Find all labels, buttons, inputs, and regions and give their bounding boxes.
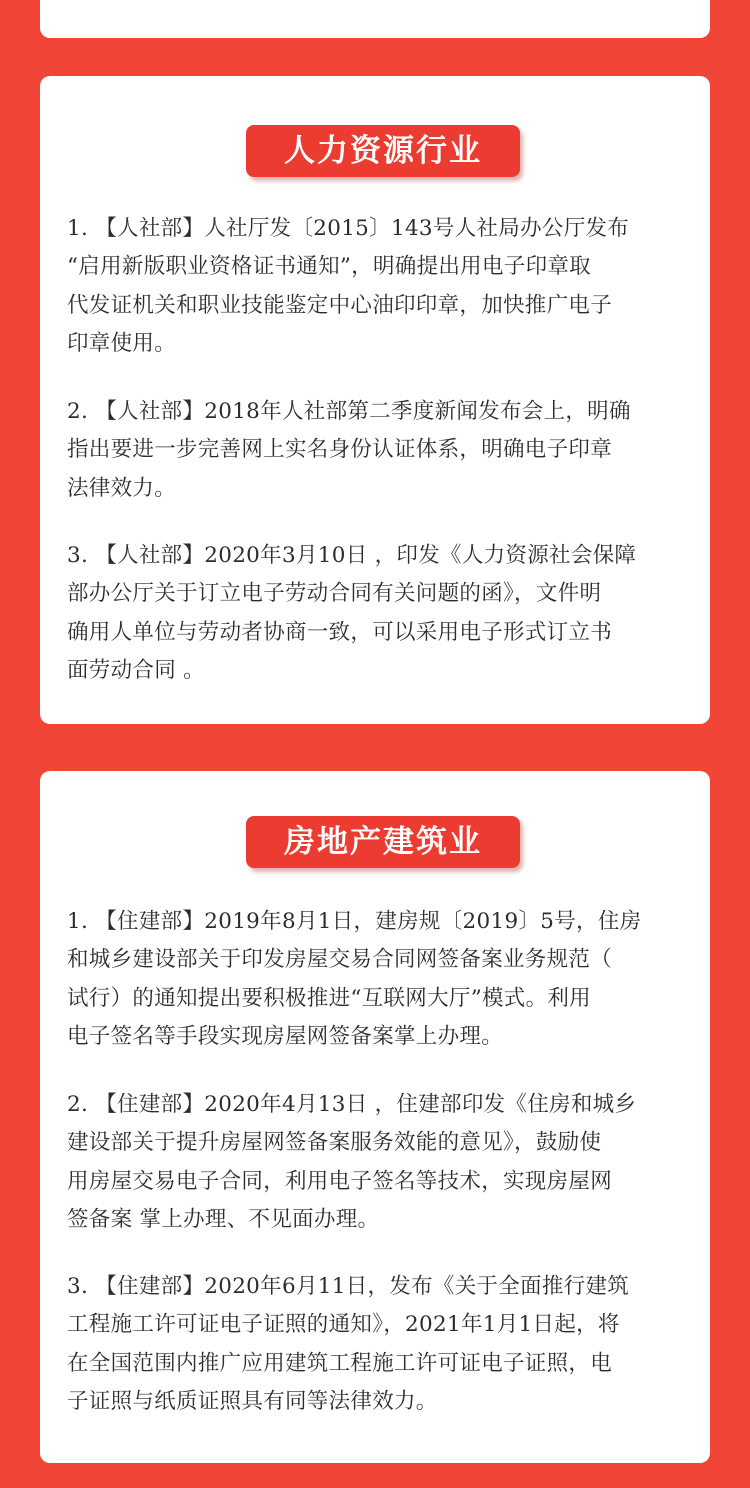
section-title-real-estate: 房地产建筑业 [246, 816, 520, 868]
section-card-hr [40, 76, 710, 724]
policy-paragraph: 2. 【人社部】2018年人社部第二季度新闻发布会上，明确 指出要进一步完善网上实名身份认证体系，明确电子印章 法律效力。 [67, 399, 631, 501]
policy-paragraph: 1. 【住建部】2019年8月1日，建房规〔2019〕5号，住房 和城乡建设部关于印发房屋交易合同网签备案业务规范（ 试行）的通知提出要积极推进“互联网大厅”模式。利用 电子签名等手段实现房屋网签备案掌上办理。 [67, 909, 642, 1049]
section-title-hr: 人力资源行业 [246, 125, 520, 177]
policy-paragraph: 3. 【住建部】2020年6月11日，发布《关于全面推行建筑 工程施工许可证电子证照的通知》，2021年1月1日起，将 在全国范围内推广应用建筑工程施工许可证电子证照，电 子证照与纸质证照具有同等法律效力。 [67, 1274, 630, 1414]
previous-section-card [40, 0, 710, 38]
policy-paragraph: 3. 【人社部】2020年3月10日 ，印发《人力资源社会保障 部办公厅关于订立电子劳动合同有关问题的函》，文件明 确用人单位与劳动者协商一致，可以采用电子形式订立书 面劳动合同 。 [67, 543, 637, 683]
section-card-real-estate [40, 771, 710, 1463]
policy-paragraph: 2. 【住建部】2020年4月13日 ，住建部印发《住房和城乡 建设部关于提升房屋网签备案服务效能的意见》，鼓励使 用房屋交易电子合同，利用电子签名等技术，实现房屋网 签备案 掌上办理、不见面办理。 [67, 1092, 637, 1232]
policy-paragraph: 1. 【人社部】人社厅发〔2015〕143号人社局办公厅发布 “启用新版职业资格证书通知”，明确提出用电子印章取 代发证机关和职业技能鉴定中心油印印章，加快推广电子 印章使用。 [67, 216, 630, 356]
